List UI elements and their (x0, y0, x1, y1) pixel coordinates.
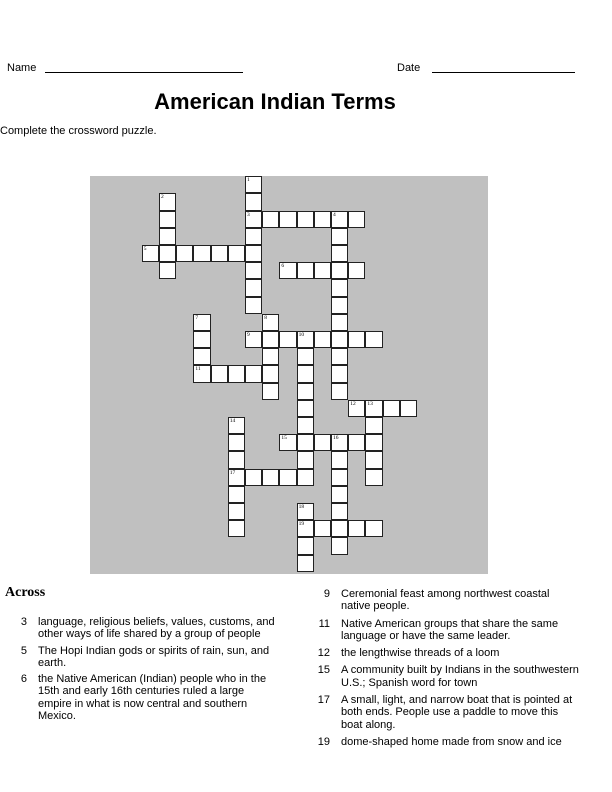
clue-item (308, 736, 580, 748)
grid-cell[interactable] (228, 417, 245, 434)
clue-item (308, 694, 580, 731)
grid-cell[interactable] (297, 400, 314, 417)
grid-cell[interactable] (365, 520, 382, 537)
grid-cell[interactable] (331, 314, 348, 331)
grid-cell[interactable] (262, 365, 279, 382)
clue-number: 12 (350, 400, 356, 407)
grid-cell[interactable] (228, 486, 245, 503)
clue-number: 18 (298, 504, 305, 510)
grid-cell[interactable] (331, 537, 348, 554)
clue-item (5, 645, 280, 670)
date-field[interactable] (432, 72, 575, 73)
clue-item-text: A community built by Indians in the southwestern U.S.; Spanish word for town (341, 664, 579, 689)
grid-cell[interactable] (297, 331, 314, 348)
instructions: Complete the crossword puzzle. (0, 125, 157, 137)
clue-item-text: the lengthwise threads of a loom (341, 647, 500, 660)
grid-cell[interactable] (245, 262, 262, 279)
clue-item-number: 15 (317, 664, 330, 677)
clue-item-number: 19 (317, 735, 330, 748)
grid-cell[interactable] (331, 348, 348, 365)
grid-cell[interactable] (348, 331, 365, 348)
grid-cell[interactable] (331, 486, 348, 503)
grid-cell[interactable] (245, 193, 262, 210)
grid-cell[interactable] (245, 176, 262, 193)
clue-number: 1 (247, 177, 250, 184)
clue-item (308, 618, 580, 643)
grid-cell[interactable] (176, 245, 193, 262)
grid-cell[interactable] (331, 520, 348, 537)
grid-cell[interactable] (297, 365, 314, 382)
clue-number: 3 (247, 211, 250, 218)
grid-cell[interactable] (331, 245, 348, 262)
grid-cell[interactable] (400, 400, 417, 417)
clue-item-text: the Native American (Indian) people who in the 15th and early 16th centuries ruled a large empire in what is now central and southern Mexico. (38, 673, 267, 723)
clue-number: 17 (229, 469, 236, 476)
clue-item-number: 9 (323, 588, 330, 600)
grid-cell[interactable] (331, 434, 348, 451)
grid-cell[interactable] (365, 331, 382, 348)
grid-cell[interactable] (365, 434, 382, 451)
clue-item (308, 664, 580, 689)
clue-number: 13 (367, 400, 373, 407)
clue-number: 8 (264, 314, 267, 321)
grid-cell[interactable] (348, 434, 365, 451)
grid-cell[interactable] (159, 193, 176, 210)
grid-cell[interactable] (211, 245, 228, 262)
clue-number: 19 (298, 521, 305, 528)
grid-cell[interactable] (297, 520, 314, 537)
grid-cell[interactable] (193, 245, 210, 262)
clue-item-number: 17 (317, 694, 330, 707)
grid-cell[interactable] (228, 365, 245, 382)
grid-cell[interactable] (331, 228, 348, 245)
crossword-grid (90, 176, 488, 574)
grid-cell[interactable] (297, 451, 314, 468)
grid-cell[interactable] (314, 434, 331, 451)
grid-cell[interactable] (279, 262, 296, 279)
name-label: Name (7, 62, 37, 74)
clue-item-text: Native American groups that share the same language or have the same leader. (341, 617, 559, 642)
grid-cell[interactable] (331, 297, 348, 314)
grid-cell[interactable] (228, 469, 245, 486)
grid-cell[interactable] (245, 279, 262, 296)
clue-item-number: 12 (317, 647, 330, 660)
grid-cell[interactable] (331, 383, 348, 400)
grid-cell[interactable] (245, 469, 262, 486)
grid-cell[interactable] (297, 503, 314, 520)
grid-cell[interactable] (297, 469, 314, 486)
grid-cell[interactable] (365, 469, 382, 486)
grid-cell[interactable] (348, 520, 365, 537)
grid-cell[interactable] (245, 245, 262, 262)
grid-cell[interactable] (245, 228, 262, 245)
grid-cell[interactable] (245, 331, 262, 348)
grid-cell[interactable] (331, 503, 348, 520)
grid-cell[interactable] (262, 348, 279, 365)
clue-number: 14 (229, 418, 236, 424)
clue-number: 2 (161, 194, 164, 201)
grid-cell[interactable] (142, 245, 159, 262)
grid-cell[interactable] (193, 314, 210, 331)
page-title: American Indian Terms (154, 89, 396, 114)
clue-number: 6 (281, 263, 285, 270)
grid-cell[interactable] (331, 451, 348, 468)
across-clues-right (308, 588, 580, 748)
grid-cell[interactable] (159, 211, 176, 228)
grid-cell[interactable] (193, 331, 210, 348)
clue-number: 4 (333, 211, 336, 218)
grid-cell[interactable] (262, 383, 279, 400)
grid-cell[interactable] (331, 469, 348, 486)
grid-cell[interactable] (245, 365, 262, 382)
grid-cell[interactable] (297, 417, 314, 434)
grid-cell[interactable] (331, 365, 348, 382)
grid-cell[interactable] (245, 297, 262, 314)
grid-cell[interactable] (348, 211, 365, 228)
clue-item (308, 588, 580, 613)
clue-number: 15 (281, 435, 287, 442)
grid-cell[interactable] (279, 211, 296, 228)
grid-cell[interactable] (297, 348, 314, 365)
clue-item (5, 616, 280, 641)
grid-cell[interactable] (365, 417, 382, 434)
clue-item-text: Ceremonial feast among northwest coastal native people. (341, 588, 550, 613)
grid-cell[interactable] (245, 211, 262, 228)
grid-cell[interactable] (365, 400, 382, 417)
grid-cell[interactable] (297, 383, 314, 400)
grid-cell[interactable] (348, 262, 365, 279)
grid-cell[interactable] (279, 331, 296, 348)
grid-cell[interactable] (314, 331, 331, 348)
clue-item-text: language, religious beliefs, values, customs, and other ways of life shared by a group of people (38, 616, 275, 641)
clue-item-text: dome-shaped home made from snow and ice (341, 735, 562, 748)
grid-cell[interactable] (279, 469, 296, 486)
grid-cell[interactable] (193, 348, 210, 365)
across-clues-left (5, 616, 280, 722)
clue-item-number: 6 (20, 673, 27, 686)
grid-cell[interactable] (159, 245, 176, 262)
clue-number: 16 (333, 435, 339, 442)
grid-cell[interactable] (331, 331, 348, 348)
grid-cell[interactable] (314, 520, 331, 537)
grid-cell[interactable] (314, 262, 331, 279)
clue-item (308, 647, 580, 659)
grid-cell[interactable] (297, 262, 314, 279)
grid-cell[interactable] (228, 434, 245, 451)
grid-cell[interactable] (159, 262, 176, 279)
clue-number: 5 (143, 246, 147, 252)
clue-item-number: 3 (20, 616, 27, 628)
grid-cell[interactable] (297, 555, 314, 572)
grid-cell[interactable] (297, 434, 314, 451)
clue-item-number: 11 (318, 617, 330, 630)
grid-cell[interactable] (262, 314, 279, 331)
clue-number: 11 (195, 366, 201, 373)
grid-cell[interactable] (262, 211, 279, 228)
grid-cell[interactable] (228, 503, 245, 520)
grid-cell[interactable] (383, 400, 400, 417)
clue-item (5, 673, 280, 722)
grid-cell[interactable] (228, 451, 245, 468)
clue-number: 7 (195, 314, 199, 321)
across-heading: Across (5, 585, 46, 600)
grid-cell[interactable] (297, 211, 314, 228)
grid-cell[interactable] (348, 400, 365, 417)
grid-cell[interactable] (331, 262, 348, 279)
name-field[interactable] (45, 72, 243, 73)
clue-item-number: 5 (20, 644, 27, 657)
grid-cell[interactable] (331, 211, 348, 228)
grid-cell[interactable] (228, 245, 245, 262)
clue-number: 10 (298, 332, 305, 338)
grid-cell[interactable] (297, 537, 314, 554)
grid-cell[interactable] (279, 434, 296, 451)
clue-item-text: A small, light, and narrow boat that is pointed at both ends. People use a paddle to move this boat along. (341, 694, 573, 731)
clue-item-text: The Hopi Indian gods or spirits of rain, sun, and earth. (38, 644, 270, 669)
grid-cell[interactable] (193, 365, 210, 382)
grid-cell[interactable] (331, 279, 348, 296)
clue-number: 9 (247, 332, 250, 338)
grid-cell[interactable] (159, 228, 176, 245)
grid-cell[interactable] (314, 211, 331, 228)
date-label: Date (397, 62, 421, 74)
grid-cell[interactable] (262, 331, 279, 348)
grid-cell[interactable] (211, 365, 228, 382)
grid-cell[interactable] (262, 469, 279, 486)
grid-cell[interactable] (365, 451, 382, 468)
grid-cell[interactable] (228, 520, 245, 537)
